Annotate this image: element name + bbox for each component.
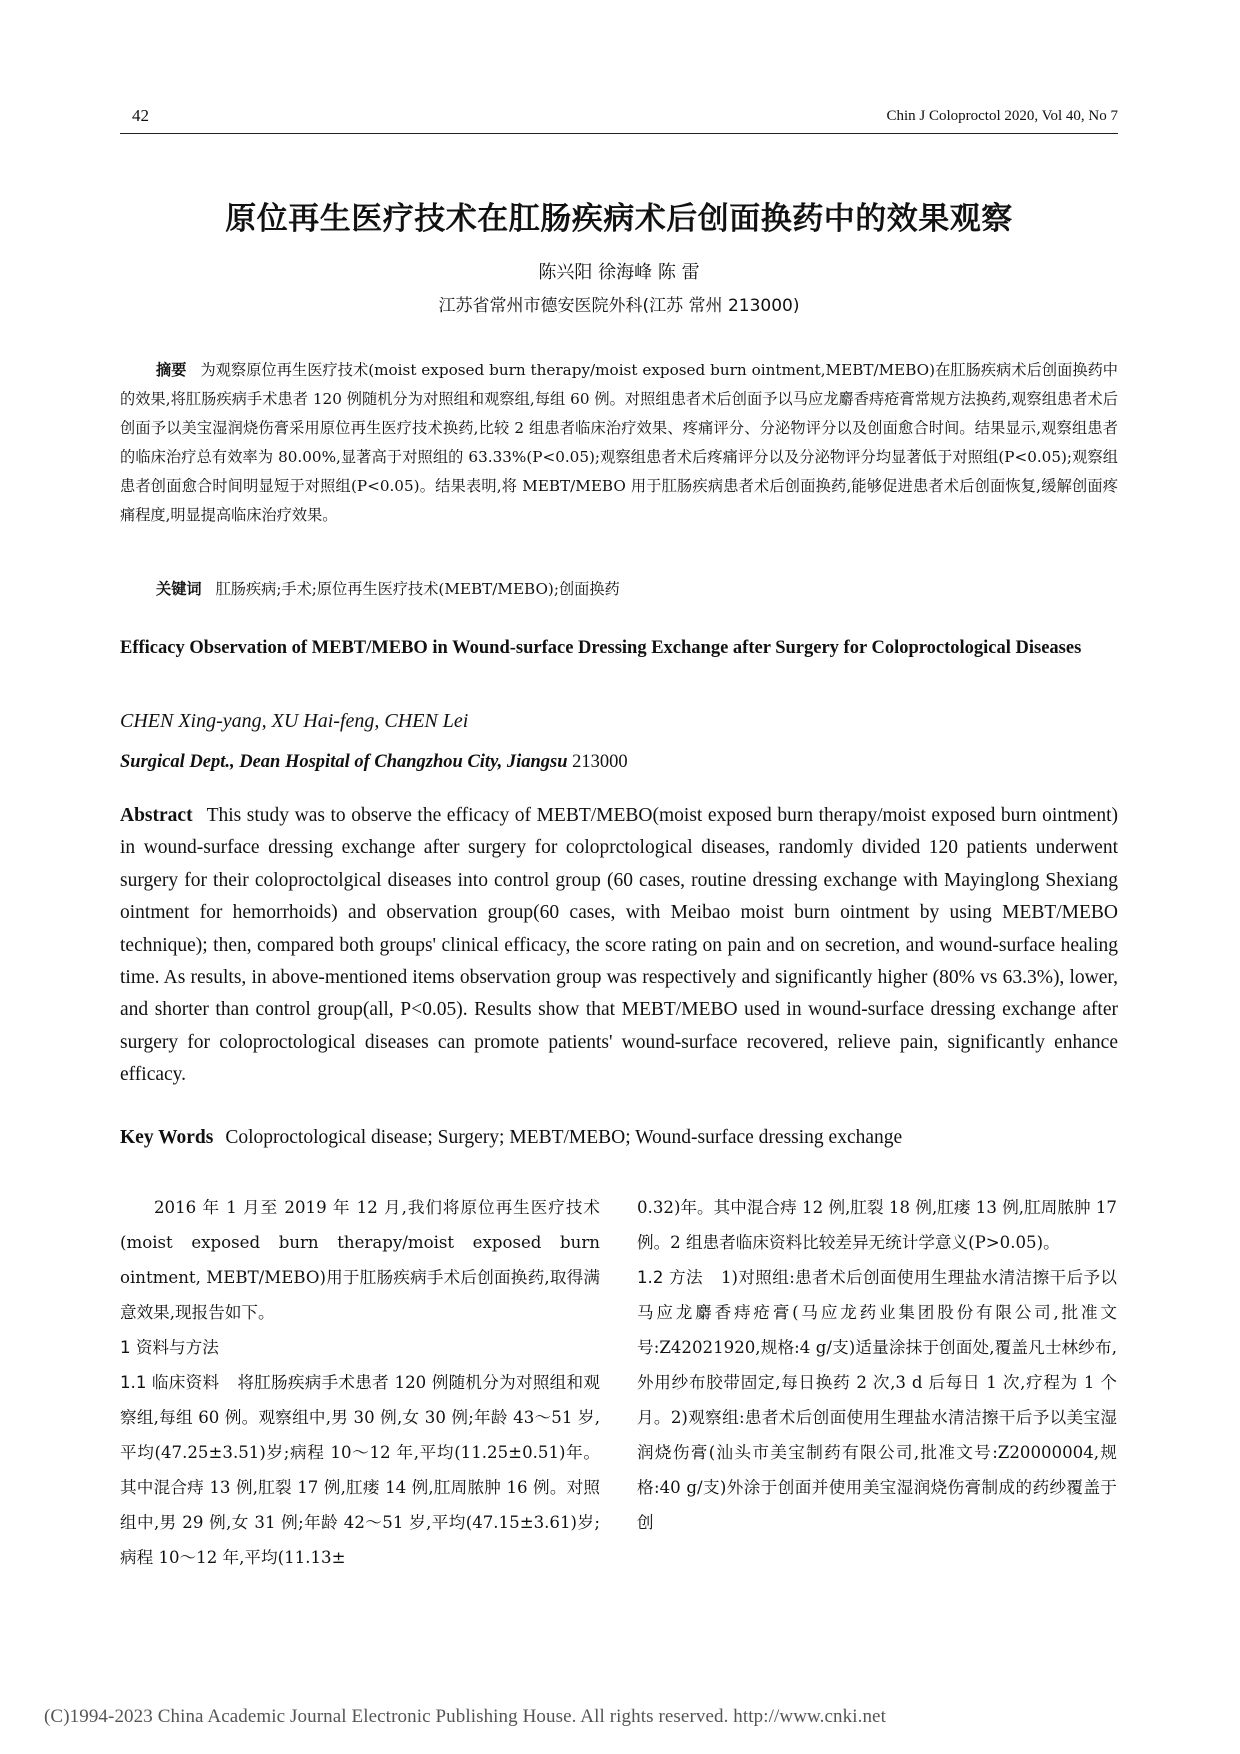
section-1-2-label: 1.2 方法 <box>637 1268 703 1287</box>
abstract-cn-text: 为观察原位再生医疗技术(moist exposed burn therapy/moist exposed burn ointment,MEBT/MEBO)在肛肠疾病术后创面换药中的效果,将肛肠疾病手术患者 120 例随机分为对照组和观察组,每组 60 例。对照组患者术后创面予以马应龙麝香痔疮膏常规方法换药,观察组患者术后创面予以美宝湿润烧伤膏采用原位再生医疗技术换药,比较 2 组患者临床治疗效果、疼痛评分、分泌物评分以及创面愈合时间。结果显示,观察组患者的临床治疗总有效率为 80.00%,显著高于对照组的 63.33%(P<0.05);观察组患者术后疼痛评分以及分泌物评分均显著低于对照组(P<0.05);观察组患者创面愈合时间明显短于对照组(P<0.05)。结果表明,将 MEBT/MEBO 用于肛肠疾病患者术后创面换药,能够促进患者术后创面恢复,缓解创面疼痛程度,明显提高临床治疗效果。 <box>120 361 1118 524</box>
keywords-cn-text: 肛肠疾病;手术;原位再生医疗技术(MEBT/MEBO);创面换药 <box>215 580 620 598</box>
abstract-en-label: Abstract <box>120 805 193 826</box>
affiliation-cn: 江苏省常州市德安医院外科(江苏 常州 213000) <box>438 296 800 316</box>
article-title-cn: 原位再生医疗技术在肛肠疾病术后创面换药中的效果观察 <box>225 201 1013 237</box>
authors-cn: 陈兴阳 徐海峰 陈 雷 <box>538 262 700 283</box>
journal-citation: Chin J Coloproctol 2020, Vol 40, No 7 <box>886 108 1118 124</box>
article-title-en: Efficacy Observation of MEBT/MEBO in Wound-surface Dressing Exchange after Surgery for Coloproctological Diseases <box>120 638 1082 658</box>
section-1-1-label: 1.1 临床资料 <box>120 1373 220 1392</box>
affiliation-en-dept: Surgical Dept., Dean Hospital of Changzhou City, Jiangsu <box>120 752 568 772</box>
keywords-cn <box>156 578 620 599</box>
abstract-cn <box>120 356 1118 530</box>
body-column-left <box>120 1190 600 1575</box>
abstract-cn-label: 摘要 <box>156 361 187 379</box>
keywords-en <box>120 1127 902 1149</box>
keywords-en-text: Coloproctological disease; Surgery; MEBT/MEBO; Wound-surface dressing exchange <box>225 1127 903 1148</box>
abstract-en <box>120 800 1118 1092</box>
section-1-1-paragraph <box>120 1365 600 1575</box>
authors-en: CHEN Xing-yang, XU Hai-feng, CHEN Lei <box>120 710 469 732</box>
keywords-cn-label: 关键词 <box>156 580 202 598</box>
page-number: 42 <box>132 106 149 125</box>
header-rule <box>120 133 1118 134</box>
keywords-en-label: Key Words <box>120 1127 214 1148</box>
section-1-2-paragraph <box>637 1260 1117 1540</box>
intro-paragraph: 2016 年 1 月至 2019 年 12 月,我们将原位再生医疗技术(moist exposed burn therapy/moist exposed burn ointment, MEBT/MEBO)用于肛肠疾病手术后创面换药,取得满意效果,现报告如下。 <box>120 1198 600 1322</box>
copyright-footer: (C)1994-2023 China Academic Journal Electronic Publishing House. All rights reserved. http://www.cnki.net <box>44 1706 886 1727</box>
section-1-heading: 1 资料与方法 <box>120 1338 219 1357</box>
section-1-1-continued: 0.32)年。其中混合痔 12 例,肛裂 18 例,肛瘘 13 例,肛周脓肿 17 例。2 组患者临床资料比较差异无统计学意义(P>0.05)。 <box>637 1198 1117 1252</box>
abstract-en-text: This study was to observe the efficacy of MEBT/MEBO(moist exposed burn therapy/moist exposed burn ointment) in wound-surface dressing exchange after surgery for coloprctological diseases, randomly divided 120 patients underwent surgery for their coloproctolgical diseases into control group (60 cases, routine dressing exchange with Mayinglong Shexiang ointment for hemorrhoids) and observation group(60 cases, with Meibao moist burn ointment by using MEBT/MEBO technique); then, compared both groups' clinical efficacy, the score rating on pain and on secretion, and wound-surface healing time. As results, in above-mentioned items observation group was respectively and significantly higher (80% vs 63.3%), lower, and shorter than control group(all, P<0.05). Results show that MEBT/MEBO used in wound-surface dressing exchange after surgery for coloproctological diseases can promote patients' wound-surface recovered, relieve pain, significantly enhance efficacy. <box>120 805 1118 1086</box>
body-column-right <box>637 1190 1117 1540</box>
affiliation-en-postcode: 213000 <box>572 752 628 772</box>
affiliation-en <box>120 752 628 773</box>
section-1-1-text: 将肛肠疾病手术患者 120 例随机分为对照组和观察组,每组 60 例。观察组中,男 30 例,女 30 例;年龄 43～51 岁,平均(47.25±3.51)岁;病程 10～12 年,平均(11.25±0.51)年。其中混合痔 13 例,肛裂 17 例,肛瘘 14 例,肛周脓肿 16 例。对照组中,男 29 例,女 31 例;年龄 42～51 岁,平均(47.15±3.61)岁;病程 10～12 年,平均(11.13± <box>120 1373 600 1567</box>
section-1-2-text: 1)对照组:患者术后创面使用生理盐水清洁擦干后予以马应龙麝香痔疮膏(马应龙药业集团股份有限公司,批准文号:Z42021920,规格:4 g/支)适量涂抹于创面处,覆盖凡士林纱布,外用纱布胶带固定,每日换药 2 次,3 d 后每日 1 次,疗程为 1 个月。2)观察组:患者术后创面使用生理盐水清洁擦干后予以美宝湿润烧伤膏(汕头市美宝制药有限公司,批准文号:Z20000004,规格:40 g/支)外涂于创面并使用美宝湿润烧伤膏制成的药纱覆盖于创 <box>637 1268 1117 1532</box>
